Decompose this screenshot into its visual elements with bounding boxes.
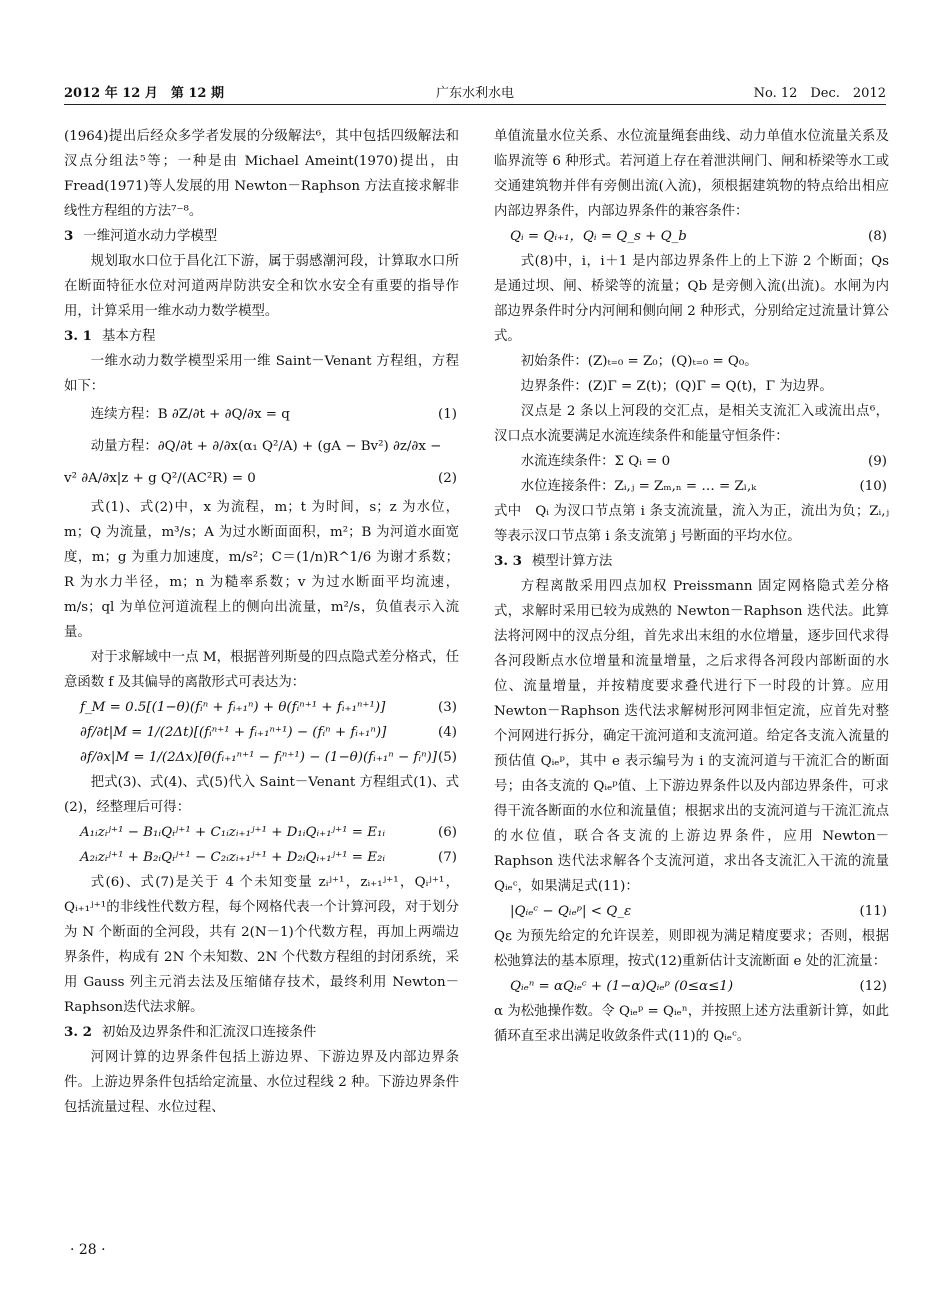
equation-1-body: B ∂Z/∂t + ∂Q/∂x = q: [157, 407, 290, 422]
page-number: · 28 ·: [70, 1242, 106, 1258]
section-3-2-title: 初始及边界条件和汇流汊口连接条件: [101, 1025, 317, 1040]
equation-7-body: A₂ᵢzᵢʲ⁺¹ + B₂ᵢQᵢʲ⁺¹ − C₂ᵢzᵢ₊₁ʲ⁺¹ + D₂ᵢQᵢ₊₁ʲ⁺¹ = E₂ᵢ: [80, 850, 386, 865]
solve-paragraph: 式(6)、式(7)是关于 4 个未知变量 zᵢʲ⁺¹，zᵢ₊₁ʲ⁺¹，Qᵢʲ⁺¹，Qᵢ₊₁ʲ⁺¹的非线性代数方程，每个网格代表一个计算河段，对于划分为 N 个断面的全河段，共有 2(N－1)个代数方程，再加上两端边界条件，构成有 2N 个未知数、2N 个代数方程组的封闭系统，采用 Gauss 列主元消去法及压缩储存技术，最终利用 Newton－Raphson迭代法求解。: [64, 875, 459, 1015]
variables-paragraph: 式(1)、式(2)中，x 为流程，m；t 为时间，s；z 为水位，m；Q 为流量，m³/s；A 为过水断面面积，m²；B 为河道水面宽度，m；g 为重力加速度，m/s²；C＝(1/n)R^1/6 为谢才系数；R 为水力半径，m；n 为糙率系数；v 为过水断面平均流速，m/s；ql 为单位河道流程上的侧向出流量，m²/s，负值表示入流量。: [64, 500, 459, 640]
equation-7: [64, 845, 459, 870]
junction-paragraph: 汊点是 2 条以上河段的交汇点，是相关支流汇入或流出点⁶，汊口点水流要满足水流连续条件和能量守恒条件：: [494, 404, 889, 444]
equation-2-body-b: v² ∂A/∂x|z + g Q²/(AC²R) = 0: [64, 471, 256, 486]
equation-11: [494, 899, 889, 924]
section-3-heading: [64, 224, 459, 249]
section-3-2-heading: [64, 1020, 459, 1045]
header-journal-name: 广东水利水电: [435, 86, 514, 101]
equation-9-label: 水流连续条件：: [520, 454, 615, 469]
equation-9-number: (9): [868, 454, 887, 469]
header-issue-date: 2012 年 12 月 第 12 期: [64, 86, 224, 101]
section-3-number: 3: [64, 228, 74, 244]
equation-4: [64, 720, 459, 745]
equation-12-body: Qᵢₑⁿ = αQᵢₑᶜ + (1−α)Qᵢₑᵖ (0≤α≤1): [510, 979, 734, 994]
header-issue-english: No. 12 Dec. 2012: [753, 86, 886, 101]
equation-3: [64, 695, 459, 720]
equation-7-number: (7): [438, 850, 457, 865]
equation-11-body: |Qᵢₑᶜ − Qᵢₑᵖ| < Q_ε: [510, 904, 632, 919]
equation-10-explanation: 式中 Qᵢ 为汊口节点第 i 条支流流量，流入为正，流出为负；Zᵢ,ⱼ等表示汊口节点第 i 条支流第 j 号断面的平均水位。: [494, 504, 889, 544]
equation-10-body: Zᵢ,ⱼ = Zₘ,ₙ = … = Zₗ,ₖ: [614, 479, 757, 494]
equation-2-body-a: ∂Q/∂t + ∂/∂x(α₁ Q²/A) + (gA − Bv²) ∂z/∂x −: [157, 439, 442, 454]
equation-12: [494, 974, 889, 999]
equation-8: [494, 224, 889, 249]
equation-2-number: (2): [438, 471, 457, 486]
equation-5-body: ∂f/∂x|M = 1/(2Δx)[θ(fᵢ₊₁ⁿ⁺¹ − fᵢⁿ⁺¹) − (1−θ)(fᵢ₊₁ⁿ − fᵢⁿ)]: [80, 750, 437, 765]
equation-2-label: 动量方程：: [90, 439, 158, 454]
initial-condition: 初始条件：(Z)ₜ₌₀ = Z₀；(Q)ₜ₌₀ = Q₀。: [520, 354, 758, 369]
equation-5: [64, 745, 459, 770]
right-column: [494, 124, 889, 1049]
intro-paragraph: (1964)提出后经众多学者发展的分级解法⁶，其中包括四级解法和汊点分组法⁵等；一种是由 Michael Ameint(1970)提出，由 Fread(1971)等人发展的用 Newton－Raphson 方法直接求解非线性方程组的方法⁷⁻⁸。: [64, 129, 459, 219]
running-header: [64, 78, 886, 105]
section-3-1-heading: [64, 324, 459, 349]
equation-4-body: ∂f/∂t|M = 1/(2Δt)[(fᵢⁿ⁺¹ + fᵢ₊₁ⁿ⁺¹) − (fᵢⁿ + fᵢ₊₁ⁿ)]: [80, 725, 387, 740]
equation-3-body: f_M = 0.5[(1−θ)(fᵢⁿ + fᵢ₊₁ⁿ) + θ(fᵢⁿ⁺¹ + fᵢ₊₁ⁿ⁺¹)]: [80, 700, 386, 715]
equation-11-number: (11): [859, 904, 887, 919]
section-3-3-number: 3. 3: [494, 553, 522, 569]
equation-8-number: (8): [868, 229, 887, 244]
preissmann-paragraph: 对于求解域中一点 M，根据普列斯曼的四点隐式差分格式，任意函数 f 及其偏导的离散形式可表达为：: [64, 650, 459, 690]
equation-6-body: A₁ᵢzᵢʲ⁺¹ − B₁ᵢQᵢʲ⁺¹ + C₁ᵢzᵢ₊₁ʲ⁺¹ + D₁ᵢQᵢ₊₁ʲ⁺¹ = E₁ᵢ: [80, 825, 386, 840]
closing-paragraph: α 为松弛操作数。令 Qᵢₑᵖ = Qᵢₑⁿ，并按照上述方法重新计算，如此循环直至求出满足收敛条件式(11)的 Qᵢₑᶜ。: [494, 1004, 889, 1044]
section-3-2-number: 3. 2: [64, 1024, 92, 1040]
boundary-condition: 边界条件：(Z)Γ = Z(t)；(Q)Γ = Q(t)，Γ 为边界。: [520, 379, 833, 394]
equation-6-number: (6): [438, 825, 457, 840]
equation-3-number: (3): [438, 700, 457, 715]
section-3-paragraph: 规划取水口位于昌化江下游，属于弱感潮河段，计算取水口所在断面特征水位对河道两岸防洪安全和饮水安全有重要的指导作用，计算采用一维水动力数学模型。: [64, 254, 459, 319]
section-3-3-heading: [494, 549, 889, 574]
equation-8-body: Qᵢ = Qᵢ₊₁，Qᵢ = Q_s + Q_b: [510, 229, 687, 244]
section-3-1-paragraph: 一维水动力数学模型采用一维 Saint－Venant 方程组，方程如下：: [64, 354, 459, 394]
section-3-3-title: 模型计算方法: [531, 554, 613, 569]
equation-2-line-2: [64, 463, 459, 495]
boundary-continuation-paragraph: 单值流量水位关系、水位流量绳套曲线、动力单值水位流量关系及临界流等 6 种形式。若河道上存在着泄洪闸门、闸和桥梁等水工或交通建筑物并伴有旁侧出流(入流)，须根据建筑物的特点给出相应内部边界条件，内部边界条件的兼容条件：: [494, 129, 889, 219]
equation-5-number: (5): [438, 750, 457, 765]
equation-6: [64, 820, 459, 845]
section-3-1-number: 3. 1: [64, 328, 92, 344]
equation-10: [494, 474, 889, 499]
equation-2-line-1: [64, 431, 459, 463]
section-3-1-title: 基本方程: [101, 329, 156, 344]
equation-4-number: (4): [438, 725, 457, 740]
equation-9-body: Σ Qᵢ = 0: [614, 454, 671, 469]
equation-9: [494, 449, 889, 474]
equation-1-label: 连续方程：: [90, 407, 158, 422]
equation-1: [64, 399, 459, 431]
left-column: [64, 124, 459, 1120]
equation-1-number: (1): [438, 407, 457, 422]
section-3-title: 一维河道水动力学模型: [83, 229, 218, 244]
equation-12-number: (12): [859, 979, 887, 994]
equation-10-number: (10): [859, 479, 887, 494]
section-3-2-paragraph: 河网计算的边界条件包括上游边界、下游边界及内部边界条件。上游边界条件包括给定流量、水位过程线 2 种。下游边界条件包括流量过程、水位过程、: [64, 1050, 459, 1115]
equation-8-explanation: 式(8)中，i，i＋1 是内部边界条件上的上下游 2 个断面；Qs 是通过坝、闸、桥梁等的流量；Qb 是旁侧入流(出流)。水闸为内部边界条件时分内河闸和侧向闸 2 种形式，分别给定过流量计算公式。: [494, 254, 889, 344]
equation-11-explanation: Qε 为预先给定的允许误差，则即视为满足精度要求；否则，根据松弛算法的基本原理，按式(12)重新估计支流断面 e 处的汇流量：: [494, 929, 889, 969]
equation-10-label: 水位连接条件：: [520, 479, 615, 494]
substitution-paragraph: 把式(3)、式(4)、式(5)代入 Saint－Venant 方程组式(1)、式(2)，经整理后可得：: [64, 775, 459, 815]
section-3-3-paragraph: 方程离散采用四点加权 Preissmann 固定网格隐式差分格式，求解时采用已较为成熟的 Newton－Raphson 迭代法。此算法将河网中的汊点分组，首先求出末组的水位增量，逐步回代求得各河段断点水位增量和流量增量，之后求得各河段内部断面的水位、流量增量，并按精度要求叠代进行下一时段的计算。应用 Newton－Raphson 迭代法求解树形河网非恒定流，应首先对整个河网进行拆分，确定干流河道和支流河道。给定各支流入流量的预估值 Qᵢₑᵖ，其中 e 表示编号为 i 的支流河道与干流汇合的断面号；由各支流的 Qᵢₑᵖ值、上下游边界条件以及内部边界条件，可求得干流各断面的水位和流量值；根据求出的支流河道与干流汇流点的水位值，联合各支流的上游边界条件，应用 Newton－Raphson 迭代法求解各个支流河道，求出各支流汇入干流的流量 Qᵢₑᶜ，如果满足式(11)：: [494, 579, 889, 894]
